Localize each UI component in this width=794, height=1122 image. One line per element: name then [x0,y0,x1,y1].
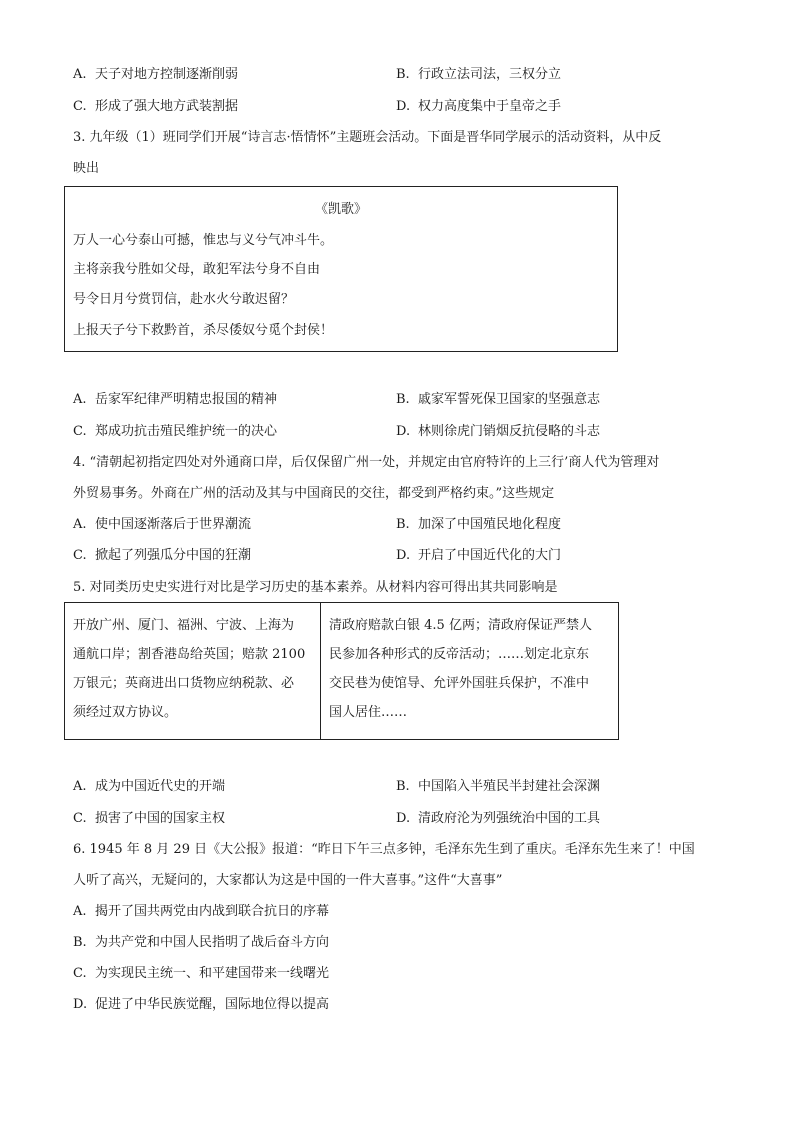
q4-stem: 4. “清朝起初指定四处对外通商口岸，后仅保留广州一处，并规定由官府特许的上三行’商人代为管理对 [73,455,660,470]
option-c[interactable]: C. 形成了强大地方武装割据 [73,99,239,114]
option-row [73,778,733,798]
option-d[interactable]: D. 开启了中国近代化的大门 [396,548,562,563]
option-row [73,98,733,118]
table-cell-line: 交民巷为使馆导、允评外国驻兵保护，不准中 [329,676,590,691]
option-d[interactable]: D. 林则徐虎门销烟反抗侵略的斗志 [396,424,601,439]
option-c[interactable]: C. 损害了中国的国家主权 [73,811,226,826]
option-b[interactable]: B. 为共产党和中国人民指明了战后奋斗方向 [73,935,330,950]
option-c[interactable]: C. 为实现民主统一、和平建国带来一线曙光 [73,966,330,981]
poem-line: 号令日月兮赏罚信，赴水火兮敢迟留？ [73,292,295,307]
q6-stem: 6. 1945 年 8 月 29 日《大公报》报道：“昨日下午三点多钟，毛泽东先生到了重庆。毛泽东先生来了！中国 [73,842,695,857]
table-cell-left [65,603,321,739]
option-a[interactable]: A. 岳家军纪律严明精忠报国的精神 [73,392,278,407]
poem-line: 上报天子兮下救黔首，杀尽倭奴兮觅个封侯！ [73,323,334,338]
poem-box [64,186,618,352]
option-row [73,391,733,411]
table-cell-right [321,603,618,739]
table-cell-line: 民参加各种形式的反帝活动；……划定北京东 [329,647,590,662]
option-row [73,423,733,443]
poem-line: 万人一心兮泰山可撼，惟忠与义兮气冲斗牛。 [73,233,334,248]
q4-stem-cont: 外贸易事务。外商在广州的活动及其与中国商民的交往，都受到严格约束。”这些规定 [73,486,555,501]
option-row [73,547,733,567]
table-cell-line: 通航口岸；割香港岛给英国；赔款 2100 [73,647,306,662]
q3-stem-cont: 映出 [73,161,100,176]
table-cell-line: 须经过双方协议。 [73,705,178,720]
option-b[interactable]: B. 行政立法司法，三权分立 [396,67,562,82]
q6-stem-cont: 人听了高兴，无疑问的，大家都认为这是中国的一件大喜事。”这件“大喜事” [73,873,503,888]
option-a[interactable]: A. 使中国逐渐落后于世界潮流 [73,517,252,532]
poem-title: 《凯歌》 [314,202,367,217]
option-c[interactable]: C. 掀起了列强瓜分中国的狂潮 [73,548,252,563]
option-d[interactable]: D. 清政府沦为列强统治中国的工具 [396,811,601,826]
option-d[interactable]: D. 促进了中华民族觉醒，国际地位得以提高 [73,997,330,1012]
table-cell-line: 开放广州、厦门、福洲、宁波、上海为 [73,618,295,633]
table-cell-line: 国人居住…… [329,705,408,720]
option-a[interactable]: A. 揭开了国共两党由内战到联合抗日的序幕 [73,904,330,919]
option-row [73,810,733,830]
poem-line: 主将亲我兮胜如父母，敢犯军法兮身不自由 [73,262,321,277]
q5-stem: 5. 对同类历史史实进行对比是学习历史的基本素养。从材料内容可得出其共同影响是 [73,580,558,595]
option-a[interactable]: A. 成为中国近代史的开端 [73,779,226,794]
table-cell-line: 万银元；英商进出口货物应纳税款、必 [73,676,295,691]
option-row [73,66,733,86]
option-b[interactable]: B. 中国陷入半殖民半封建社会深渊 [396,779,601,794]
option-b[interactable]: B. 戚家军誓死保卫国家的坚强意志 [396,392,601,407]
table-cell-line: 清政府赔款白银 4.5 亿两；清政府保证严禁人 [329,618,592,633]
comparison-table [64,602,619,740]
option-a[interactable]: A. 天子对地方控制逐渐削弱 [73,67,239,82]
q3-stem: 3. 九年级（1）班同学们开展“诗言志·悟情怀”主题班会活动。下面是晋华同学展示的活动资料，从中反 [73,130,662,145]
option-row [73,516,733,536]
option-b[interactable]: B. 加深了中国殖民地化程度 [396,517,562,532]
option-d[interactable]: D. 权力高度集中于皇帝之手 [396,99,562,114]
option-c[interactable]: C. 郑成功抗击殖民维护统一的决心 [73,424,278,439]
